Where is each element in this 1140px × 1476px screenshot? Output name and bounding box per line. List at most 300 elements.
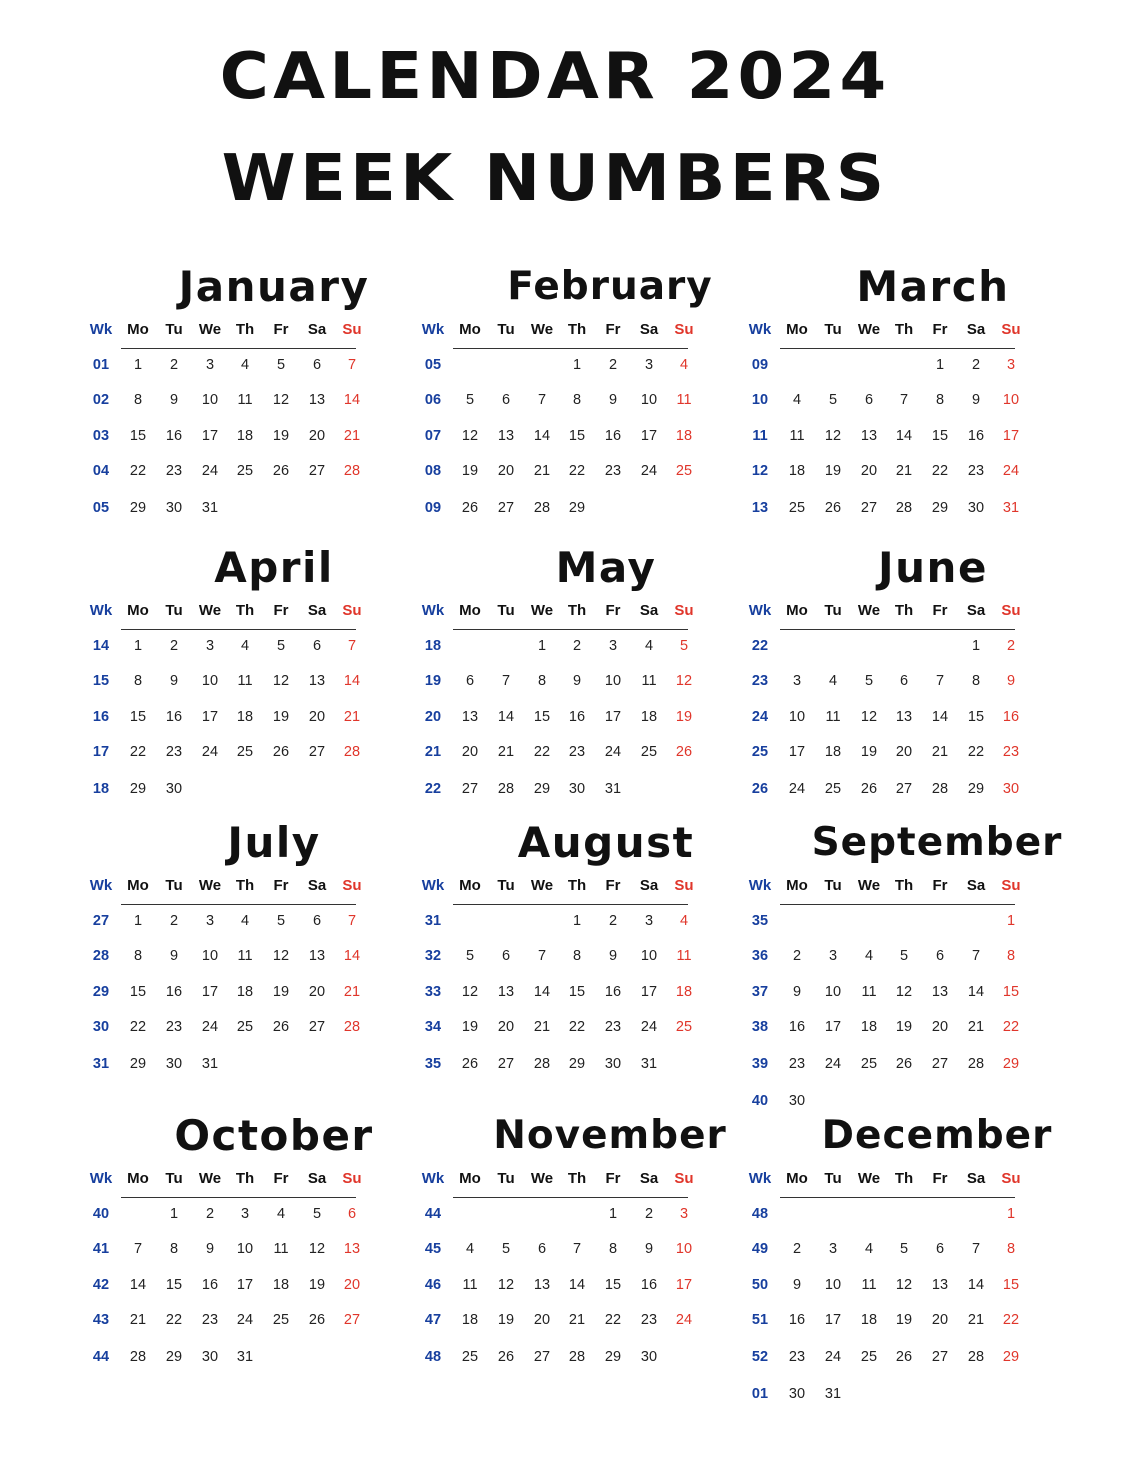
day-cell: 15 — [129, 709, 147, 725]
weekday-label: Su — [1001, 321, 1021, 338]
week-row — [416, 1345, 716, 1369]
day-cell: 24 — [201, 463, 219, 479]
week-row — [743, 1015, 1043, 1039]
day-cell-sunday: 16 — [1002, 709, 1020, 725]
day-cell-sunday: 29 — [1002, 1056, 1020, 1072]
week-number: 04 — [92, 463, 110, 479]
day-cell: 8 — [169, 1241, 179, 1257]
week-number: 06 — [424, 392, 442, 408]
day-cell: 15 — [129, 984, 147, 1000]
day-cell: 29 — [129, 500, 147, 516]
day-cell: 15 — [165, 1277, 183, 1293]
day-cell: 9 — [792, 984, 802, 1000]
day-cell: 8 — [133, 673, 143, 689]
day-cell-sunday: 14 — [343, 673, 361, 689]
weekday-label: Th — [894, 877, 914, 894]
day-cell: 19 — [272, 428, 290, 444]
day-cell: 9 — [205, 1241, 215, 1257]
week-number: 48 — [751, 1206, 769, 1222]
day-cell: 19 — [308, 1277, 326, 1293]
header-divider — [780, 629, 1015, 630]
day-cell: 8 — [537, 673, 547, 689]
day-cell: 25 — [236, 463, 254, 479]
day-cell: 13 — [533, 1277, 551, 1293]
day-cell: 18 — [236, 428, 254, 444]
day-cell-sunday: 28 — [343, 744, 361, 760]
weekday-label: Sa — [307, 877, 327, 894]
day-cell: 6 — [935, 948, 945, 964]
week-row — [743, 424, 1043, 448]
day-cell: 10 — [788, 709, 806, 725]
week-column-header: Wk — [748, 1170, 772, 1187]
week-row — [743, 705, 1043, 729]
week-row — [84, 1052, 384, 1076]
weekday-header — [84, 874, 384, 898]
day-cell: 18 — [236, 709, 254, 725]
day-cell: 21 — [895, 463, 913, 479]
month-name: September — [811, 820, 1063, 865]
week-number: 48 — [424, 1349, 442, 1365]
day-cell: 20 — [461, 744, 479, 760]
week-row — [743, 1382, 1043, 1406]
day-cell: 6 — [312, 913, 322, 929]
week-row — [743, 459, 1043, 483]
day-cell: 17 — [236, 1277, 254, 1293]
day-cell: 16 — [165, 984, 183, 1000]
weekday-label: Th — [567, 321, 587, 338]
header-divider — [780, 348, 1015, 349]
weekday-header — [416, 1167, 716, 1191]
week-number: 32 — [424, 948, 442, 964]
day-cell: 10 — [236, 1241, 254, 1257]
day-cell: 5 — [864, 673, 874, 689]
day-cell: 21 — [533, 463, 551, 479]
weekday-label: Tu — [497, 1170, 515, 1187]
week-row — [743, 944, 1043, 968]
day-cell: 1 — [935, 357, 945, 373]
day-cell: 1 — [537, 638, 547, 654]
day-cell: 3 — [205, 913, 215, 929]
day-cell: 29 — [931, 500, 949, 516]
weekday-label: We — [198, 877, 222, 894]
day-cell-sunday: 25 — [675, 1019, 693, 1035]
weekday-label: Sa — [966, 321, 986, 338]
week-row — [416, 980, 716, 1004]
day-cell: 14 — [967, 984, 985, 1000]
day-cell: 26 — [308, 1312, 326, 1328]
header-divider — [121, 629, 356, 630]
week-row — [743, 1237, 1043, 1261]
day-cell: 24 — [824, 1056, 842, 1072]
day-cell: 16 — [165, 709, 183, 725]
week-number: 38 — [751, 1019, 769, 1035]
weekday-label: Fr — [273, 602, 289, 619]
day-cell: 16 — [604, 984, 622, 1000]
day-cell: 26 — [461, 1056, 479, 1072]
day-cell: 5 — [465, 392, 475, 408]
week-row — [416, 777, 716, 801]
day-cell: 17 — [201, 984, 219, 1000]
header-divider — [121, 904, 356, 905]
day-cell: 1 — [133, 638, 143, 654]
weekday-label: Su — [674, 1170, 694, 1187]
week-number: 28 — [92, 948, 110, 964]
day-cell: 13 — [497, 984, 515, 1000]
week-row — [84, 909, 384, 933]
day-cell: 10 — [824, 1277, 842, 1293]
week-row — [84, 1273, 384, 1297]
day-cell: 11 — [237, 948, 253, 964]
day-cell: 10 — [201, 673, 219, 689]
day-cell-sunday: 5 — [679, 638, 689, 654]
week-row — [84, 388, 384, 412]
week-number: 01 — [751, 1386, 769, 1402]
header-divider — [453, 904, 688, 905]
day-cell: 26 — [461, 500, 479, 516]
week-number: 43 — [92, 1312, 110, 1328]
week-row — [416, 1052, 716, 1076]
weekday-label: Th — [567, 877, 587, 894]
day-cell: 1 — [572, 357, 582, 373]
day-cell-sunday: 9 — [1006, 673, 1016, 689]
weekday-label: Su — [674, 602, 694, 619]
day-cell-sunday: 3 — [679, 1206, 689, 1222]
day-cell: 18 — [640, 709, 658, 725]
weekday-label: Tu — [165, 1170, 183, 1187]
day-cell: 20 — [931, 1019, 949, 1035]
week-number: 01 — [92, 357, 110, 373]
week-number: 25 — [751, 744, 769, 760]
day-cell: 4 — [792, 392, 802, 408]
weekday-label: Tu — [497, 602, 515, 619]
week-row — [743, 669, 1043, 693]
week-column-header: Wk — [421, 321, 445, 338]
day-cell: 24 — [640, 463, 658, 479]
day-cell: 9 — [792, 1277, 802, 1293]
page-title — [0, 26, 1110, 230]
weekday-label: Mo — [127, 1170, 149, 1187]
day-cell-sunday: 29 — [1002, 1349, 1020, 1365]
day-cell: 15 — [568, 428, 586, 444]
weekday-label: Mo — [459, 877, 481, 894]
day-cell-sunday: 19 — [675, 709, 693, 725]
week-number: 15 — [92, 673, 110, 689]
week-number: 05 — [424, 357, 442, 373]
day-cell: 3 — [644, 357, 654, 373]
day-cell: 23 — [640, 1312, 658, 1328]
day-cell: 25 — [788, 500, 806, 516]
week-row — [416, 388, 716, 412]
month-name: November — [493, 1113, 727, 1158]
week-row — [416, 1202, 716, 1226]
day-cell: 12 — [461, 428, 479, 444]
weekday-header — [743, 1167, 1043, 1191]
weekday-header — [743, 599, 1043, 623]
day-cell: 23 — [201, 1312, 219, 1328]
week-number: 33 — [424, 984, 442, 1000]
day-cell-sunday: 1 — [1006, 913, 1016, 929]
day-cell: 4 — [864, 1241, 874, 1257]
day-cell: 5 — [312, 1206, 322, 1222]
day-cell: 4 — [240, 638, 250, 654]
day-cell-sunday: 25 — [675, 463, 693, 479]
weekday-label: We — [857, 877, 881, 894]
weekday-label: Mo — [127, 321, 149, 338]
week-number: 31 — [92, 1056, 110, 1072]
day-cell: 2 — [792, 1241, 802, 1257]
day-cell-sunday: 18 — [675, 428, 693, 444]
day-cell: 21 — [497, 744, 515, 760]
day-cell: 12 — [272, 673, 290, 689]
day-cell: 3 — [240, 1206, 250, 1222]
week-number: 17 — [92, 744, 110, 760]
weekday-header — [416, 874, 716, 898]
day-cell: 19 — [272, 709, 290, 725]
day-cell: 15 — [129, 428, 147, 444]
day-cell: 24 — [201, 744, 219, 760]
header-divider — [453, 1197, 688, 1198]
header-divider — [121, 348, 356, 349]
day-cell: 15 — [931, 428, 949, 444]
week-number: 39 — [751, 1056, 769, 1072]
day-cell: 17 — [604, 709, 622, 725]
week-number: 20 — [424, 709, 442, 725]
day-cell: 16 — [640, 1277, 658, 1293]
day-cell: 25 — [272, 1312, 290, 1328]
day-cell: 27 — [308, 463, 326, 479]
day-cell: 2 — [169, 357, 179, 373]
day-cell: 24 — [201, 1019, 219, 1035]
weekday-label: Fr — [932, 877, 948, 894]
week-number: 11 — [752, 428, 768, 444]
weekday-label: Tu — [824, 321, 842, 338]
day-cell: 1 — [608, 1206, 618, 1222]
day-cell: 27 — [497, 1056, 515, 1072]
day-cell-sunday: 11 — [676, 392, 692, 408]
header-divider — [121, 1197, 356, 1198]
week-number: 26 — [751, 781, 769, 797]
day-cell: 4 — [465, 1241, 475, 1257]
day-cell: 2 — [608, 913, 618, 929]
day-cell: 30 — [165, 1056, 183, 1072]
day-cell: 4 — [644, 638, 654, 654]
day-cell: 23 — [568, 744, 586, 760]
week-row — [416, 496, 716, 520]
day-cell: 19 — [895, 1019, 913, 1035]
week-column-header: Wk — [421, 602, 445, 619]
week-number: 40 — [751, 1093, 769, 1109]
day-cell: 3 — [828, 948, 838, 964]
weekday-label: Sa — [639, 321, 659, 338]
day-cell: 3 — [828, 1241, 838, 1257]
day-cell: 2 — [205, 1206, 215, 1222]
day-cell: 20 — [895, 744, 913, 760]
day-cell: 5 — [276, 913, 286, 929]
day-cell-sunday: 23 — [1002, 744, 1020, 760]
month-name: October — [174, 1111, 374, 1160]
day-cell-sunday: 28 — [343, 463, 361, 479]
week-number: 05 — [92, 500, 110, 516]
week-column-header: Wk — [89, 1170, 113, 1187]
day-cell-sunday: 15 — [1002, 1277, 1020, 1293]
day-cell-sunday: 22 — [1002, 1019, 1020, 1035]
day-cell: 2 — [971, 357, 981, 373]
day-cell: 8 — [133, 392, 143, 408]
weekday-label: We — [198, 321, 222, 338]
weekday-label: Th — [235, 877, 255, 894]
day-cell: 26 — [272, 1019, 290, 1035]
weekday-label: Sa — [307, 602, 327, 619]
day-cell: 1 — [572, 913, 582, 929]
day-cell: 21 — [533, 1019, 551, 1035]
day-cell: 14 — [533, 984, 551, 1000]
week-number: 41 — [92, 1241, 110, 1257]
day-cell: 5 — [465, 948, 475, 964]
week-number: 44 — [92, 1349, 110, 1365]
day-cell: 10 — [201, 948, 219, 964]
day-cell: 5 — [276, 357, 286, 373]
week-number: 37 — [751, 984, 769, 1000]
day-cell: 6 — [312, 357, 322, 373]
day-cell: 12 — [497, 1277, 515, 1293]
day-cell: 7 — [501, 673, 511, 689]
weekday-label: Su — [342, 321, 362, 338]
weekday-label: Tu — [824, 1170, 842, 1187]
week-row — [84, 459, 384, 483]
day-cell: 14 — [129, 1277, 147, 1293]
day-cell: 27 — [461, 781, 479, 797]
day-cell: 9 — [169, 673, 179, 689]
day-cell: 14 — [967, 1277, 985, 1293]
day-cell: 13 — [308, 392, 326, 408]
header-divider — [453, 348, 688, 349]
day-cell: 6 — [899, 673, 909, 689]
day-cell: 12 — [308, 1241, 326, 1257]
day-cell: 16 — [967, 428, 985, 444]
week-number: 09 — [751, 357, 769, 373]
day-cell: 30 — [201, 1349, 219, 1365]
week-row — [416, 1015, 716, 1039]
week-row — [84, 740, 384, 764]
day-cell: 29 — [568, 500, 586, 516]
day-cell: 22 — [533, 744, 551, 760]
day-cell: 18 — [272, 1277, 290, 1293]
day-cell: 25 — [860, 1349, 878, 1365]
day-cell: 23 — [604, 463, 622, 479]
weekday-label: Sa — [639, 1170, 659, 1187]
day-cell: 14 — [497, 709, 515, 725]
day-cell: 9 — [608, 948, 618, 964]
week-number: 45 — [424, 1241, 442, 1257]
day-cell-sunday: 26 — [675, 744, 693, 760]
month-name: July — [227, 818, 321, 867]
day-cell: 2 — [169, 638, 179, 654]
day-cell: 14 — [931, 709, 949, 725]
day-cell: 20 — [931, 1312, 949, 1328]
week-row — [84, 1202, 384, 1226]
day-cell: 31 — [201, 500, 219, 516]
day-cell: 9 — [572, 673, 582, 689]
day-cell: 20 — [308, 984, 326, 1000]
day-cell: 8 — [971, 673, 981, 689]
day-cell: 16 — [604, 428, 622, 444]
day-cell-sunday: 8 — [1006, 948, 1016, 964]
day-cell: 17 — [824, 1312, 842, 1328]
weekday-label: Mo — [127, 602, 149, 619]
weekday-label: Th — [235, 321, 255, 338]
weekday-label: Tu — [165, 321, 183, 338]
week-number: 30 — [92, 1019, 110, 1035]
week-number: 31 — [424, 913, 442, 929]
day-cell: 21 — [129, 1312, 147, 1328]
day-cell: 5 — [276, 638, 286, 654]
week-number: 03 — [92, 428, 110, 444]
day-cell-sunday: 22 — [1002, 1312, 1020, 1328]
week-number: 44 — [424, 1206, 442, 1222]
weekday-header — [84, 318, 384, 342]
week-column-header: Wk — [748, 602, 772, 619]
weekday-label: Sa — [639, 877, 659, 894]
day-cell: 11 — [861, 984, 877, 1000]
day-cell: 22 — [568, 1019, 586, 1035]
week-row — [743, 980, 1043, 1004]
day-cell: 20 — [533, 1312, 551, 1328]
day-cell: 10 — [604, 673, 622, 689]
day-cell: 20 — [860, 463, 878, 479]
day-cell: 25 — [824, 781, 842, 797]
day-cell-sunday: 17 — [1002, 428, 1020, 444]
day-cell: 13 — [308, 948, 326, 964]
day-cell-sunday: 24 — [1002, 463, 1020, 479]
weekday-label: We — [530, 602, 554, 619]
day-cell-sunday: 30 — [1002, 781, 1020, 797]
day-cell: 2 — [572, 638, 582, 654]
day-cell-sunday: 27 — [343, 1312, 361, 1328]
day-cell: 14 — [533, 428, 551, 444]
week-row — [84, 1345, 384, 1369]
day-cell: 18 — [860, 1312, 878, 1328]
week-number: 22 — [424, 781, 442, 797]
weekday-label: Th — [235, 1170, 255, 1187]
day-cell: 5 — [501, 1241, 511, 1257]
day-cell: 18 — [824, 744, 842, 760]
week-column-header: Wk — [89, 321, 113, 338]
day-cell-sunday: 7 — [347, 913, 357, 929]
week-number: 07 — [424, 428, 442, 444]
week-row — [416, 669, 716, 693]
week-row — [416, 634, 716, 658]
weekday-label: Su — [1001, 1170, 1021, 1187]
weekday-label: Sa — [966, 602, 986, 619]
day-cell: 30 — [967, 500, 985, 516]
month-name: December — [821, 1113, 1053, 1158]
weekday-label: We — [530, 1170, 554, 1187]
day-cell: 10 — [201, 392, 219, 408]
week-row — [743, 1052, 1043, 1076]
day-cell: 22 — [931, 463, 949, 479]
title-line-2: WEEK NUMBERS — [221, 142, 889, 216]
day-cell: 31 — [201, 1056, 219, 1072]
weekday-label: Th — [894, 1170, 914, 1187]
weekday-label: Tu — [824, 602, 842, 619]
day-cell: 25 — [640, 744, 658, 760]
weekday-header — [416, 318, 716, 342]
day-cell: 24 — [604, 744, 622, 760]
day-cell: 7 — [899, 392, 909, 408]
day-cell: 29 — [967, 781, 985, 797]
day-cell: 19 — [461, 463, 479, 479]
day-cell: 18 — [461, 1312, 479, 1328]
